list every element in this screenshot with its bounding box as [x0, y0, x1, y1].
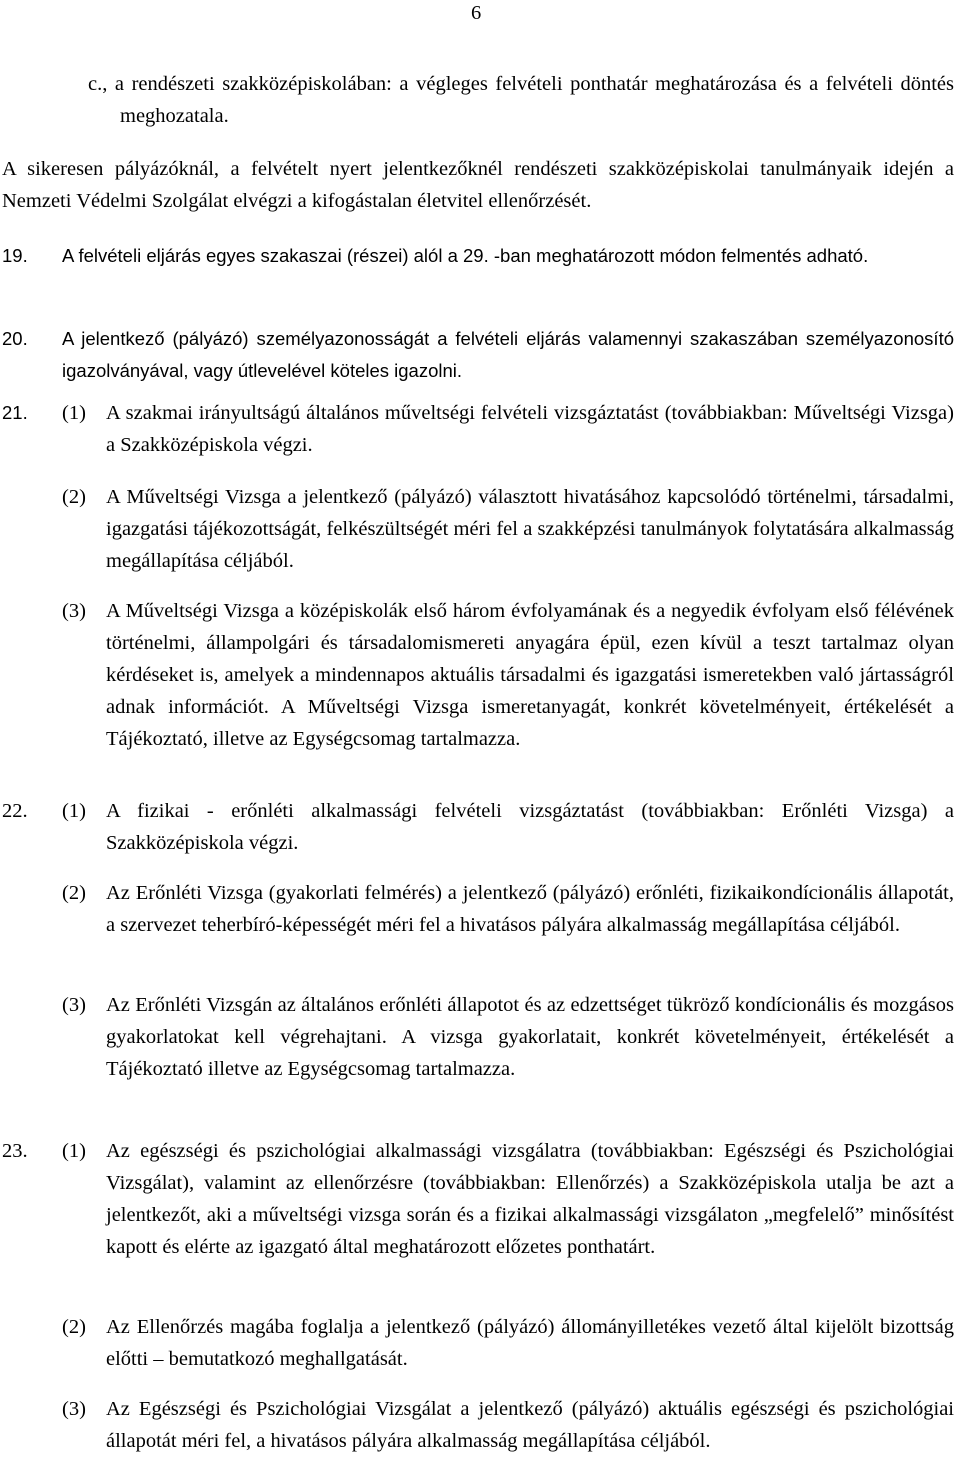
section-number: 20.: [2, 328, 28, 349]
paragraph-text: A fizikai - erőnléti alkalmassági felvételi vizsgáztatást (továbbiakban: Erőnléti Vizsga) a Szakközépiskola végzi.: [106, 800, 954, 854]
section-21-para-1: [62, 397, 954, 461]
list-item-c: c., a rendészeti szakközépiskolában: a végleges felvételi ponthatár meghatározása és a felvételi döntés meghozatala.: [88, 73, 954, 127]
paragraph-label: (3): [62, 600, 86, 622]
paragraph-text: Az Erőnléti Vizsga (gyakorlati felmérés) a jelentkező (pályázó) erőnléti, fizikaikondícionális állapotát, a szervezet teherbíró-képességét méri fel a hivatásos pályára alkalmasság megállapítása céljából.: [106, 882, 954, 936]
paragraph-label: (1): [62, 1140, 86, 1162]
section-text: A felvételi eljárás egyes szakaszai (részei) alól a 29. -ban meghatározott módon felmentés adható.: [62, 245, 869, 266]
section-22-para-1: [62, 795, 954, 859]
paragraph-text: A Műveltségi Vizsga a középiskolák első három évfolyamának és a negyedik évfolyam első félévének történelmi, állampolgári és társadalomismereti anyagára épül, ezen kívül a teszt tartalmaz olyan kérdéseket is, amelyek a mindennapos aktuális társadalmi és igazgatási ismeretekben való jártasságról adnak információt. A Műveltségi Vizsga ismeretanyagát, konkrét követelményeit, értékelését a Tájékoztató, illetve az Egységcsomag tartalmazza.: [106, 600, 954, 750]
paragraph-text: Az Erőnléti Vizsgán az általános erőnléti állapotot és az edzettséget tükröző kondícionális és mozgásos gyakorlatokat kell végrehajtani. A vizsga gyakorlatait, konkrét követelményeit, értékelését a Tájékoztató illetve az Egységcsomag tartalmazza.: [106, 994, 954, 1080]
paragraph-label: (2): [62, 1316, 86, 1338]
section-23-para-2: [62, 1311, 954, 1375]
section-text: A jelentkező (pályázó) személyazonosságát a felvételi eljárás valamennyi szakaszában személyazonosító igazolványával, vagy útlevelével köteles igazolni.: [62, 328, 954, 381]
section-22-para-2: [62, 877, 954, 941]
paragraph-label: (2): [62, 882, 86, 904]
section-21-para-2: [62, 481, 954, 577]
paragraph-text: Az Ellenőrzés magába foglalja a jelentkező (pályázó) állományilletékes vezető által kijelölt bizottság előtti – bemutatkozó meghallgatását.: [106, 1316, 954, 1370]
paragraph-text: Az Egészségi és Pszichológiai Vizsgálat a jelentkező (pályázó) aktuális egészségi és pszichológiai állapotát méri fel, a hivatásos pályára alkalmasság megállapítása céljából.: [106, 1398, 954, 1452]
paragraph-label: (1): [62, 402, 86, 424]
section-number: 21.: [2, 402, 28, 423]
paragraph-text: A szakmai irányultságú általános műveltségi felvételi vizsgáztatást (továbbiakban: Műveltségi Vizsga) a Szakközépiskola végzi.: [106, 402, 954, 456]
paragraph-label: (2): [62, 486, 86, 508]
section-22-para-3: [62, 989, 954, 1085]
section-20: [2, 323, 954, 387]
paragraph-text: A Műveltségi Vizsga a jelentkező (pályázó) választott hivatásához kapcsolódó történelmi, társadalmi, igazgatási tájékozottságát, felkészültségét méri fel a szakképzési tanulmányok folytatására alkalmasság megállapítása céljából.: [106, 486, 954, 572]
paragraph-label: (3): [62, 994, 86, 1016]
section-23-para-1: [62, 1135, 954, 1263]
page-number: 6: [471, 2, 482, 24]
section-number: 22.: [2, 800, 28, 822]
section-number: 19.: [2, 245, 28, 266]
section-19: [2, 240, 954, 272]
section-number: 23.: [2, 1140, 28, 1162]
section-21-para-3: [62, 595, 954, 755]
paragraph-label: (1): [62, 800, 86, 822]
paragraph-text: Az egészségi és pszichológiai alkalmassági vizsgálatra (továbbiakban: Egészségi és Pszichológiai Vizsgálat), valamint az ellenőrzésre (továbbiakban: Ellenőrzés) a Szakközépiskola utalja be azt a jelentkezőt, aki a műveltségi vizsga során és a fizikai alkalmassági vizsgálaton „megfelelő” minősítést kapott és elérte az igazgató által meghatározott előzetes ponthatárt.: [106, 1140, 954, 1258]
section-23-para-3: [62, 1393, 954, 1457]
paragraph-label: (3): [62, 1398, 86, 1420]
intro-paragraph: A sikeresen pályázóknál, a felvételt nyert jelentkezőknél rendészeti szakközépiskolai tanulmányaik idején a Nemzeti Védelmi Szolgálat elvégzi a kifogástalan életvitel ellenőrzését.: [2, 158, 954, 212]
